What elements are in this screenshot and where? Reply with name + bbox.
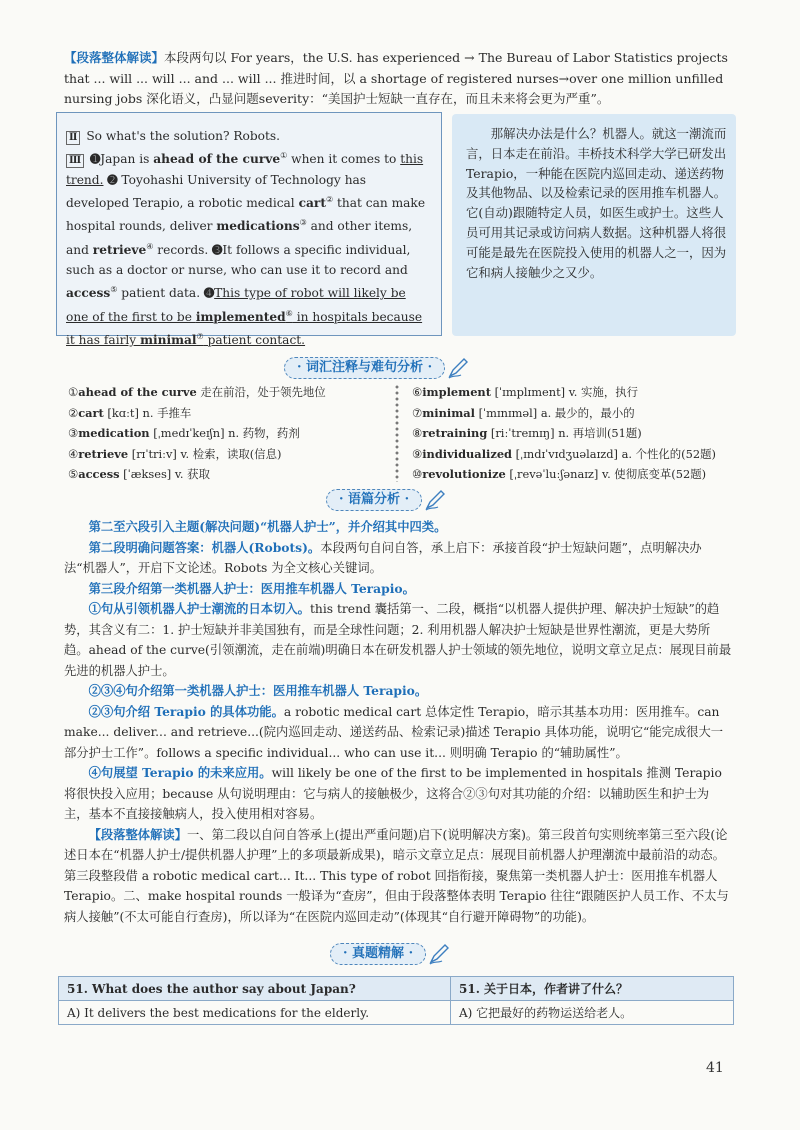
table-row: [59, 977, 734, 1001]
vocab-num: ④: [68, 446, 79, 461]
analysis-heading-6: ②③句介绍 Terapio 的具体功能。: [88, 703, 284, 719]
term-access: access: [66, 286, 111, 301]
sentence-4-a: This type of robot will likely be one of the first to be: [66, 286, 406, 324]
analysis-banner: [326, 489, 446, 511]
note-ref-7: ⑦: [196, 332, 204, 342]
exam-banner: [330, 943, 450, 965]
intro-label: 【段落整体解读】: [64, 50, 165, 65]
vocab-def: [riːˈtreɪnɪŋ] n. 再培训(51题): [487, 426, 642, 441]
vocab-item: [68, 423, 388, 444]
analysis-text-2: 本段两句自问自答，承上启下：承接首段“护士短缺问题”，点明解决办法“机器人”，开启下文论述。Robots 为全文核心关键词。: [64, 540, 702, 575]
exam-banner-label: · 真题精解 ·: [330, 943, 426, 965]
sentence-1-a: Japan is: [100, 152, 154, 167]
page-number: 41: [706, 1060, 724, 1076]
analysis-para-6: [64, 702, 732, 764]
vocab-item: [412, 423, 742, 444]
analysis-banner-label: · 语篇分析 ·: [326, 489, 422, 511]
sentence-2-b: that can make hospital rounds, deliver: [66, 196, 426, 234]
note-ref-3: ③: [299, 218, 307, 228]
vocab-item: [412, 444, 742, 465]
vocab-def: [ˈɪmplɪment] v. 实施，执行: [490, 385, 638, 399]
vocab-def: [ˈækses] v. 获取: [119, 467, 210, 482]
spiral-binding-divider: [393, 384, 403, 482]
vocab-num: ⑥: [412, 385, 423, 399]
vocab-word: revolutionize: [422, 467, 506, 482]
analysis-heading-3: 第三段介绍第一类机器人护士：医用推车机器人 Terapio。: [88, 580, 415, 596]
vocab-item: [412, 382, 742, 403]
summary-text: 一、第二段以自问自答承上(提出严重问题)启下(说明解决方案)。第三段首句实则统率第三至六段(论述日本在“机器人护士/提供机器人护理”上的多项最新成果)，暗示文章立足点：展现目前机器人护理潮流中最前沿的动态。第三段整段借 a robotic medical cart... It... This type of robot 回指衔接，聚焦第一类机器人护士：医用推车机器人 Terapio。二、make hospital rounds 一般译为“查房”，但由于段落整体表明 Terapio 往往“跟随医护人员工作、不太与病人接触”(不太可能自行查房)，所以译为“在医院内巡回走动”(体现其“自行避开障碍物”的功能)。: [64, 827, 729, 924]
summary-label: 【段落整体解读】: [88, 826, 187, 842]
vocab-num: ⑤: [68, 467, 79, 482]
vocab-item: [412, 464, 742, 485]
analysis-para-2: [64, 538, 732, 579]
sentence-2-d: records.: [153, 242, 209, 257]
vocab-def: [ˈmɪnɪməl] a. 最少的，最小的: [474, 405, 635, 420]
vocab-word: ahead of the curve: [78, 385, 197, 399]
vocab-def: 走在前沿，处于领先地位: [196, 385, 326, 399]
vocab-def: [ˌɪndɪˈvɪdʒuəlaɪzd] a. 个性化的(52题): [512, 446, 716, 461]
analysis-heading-5: ②③④句介绍第一类机器人护士：医用推车机器人 Terapio。: [88, 683, 428, 698]
question-cn: 51. 关于日本，作者讲了什么？: [451, 977, 734, 1001]
paragraph-3: [66, 146, 430, 350]
sentence-4-b: in hospitals because it has fairly: [66, 309, 423, 348]
vocab-num: ⑧: [412, 426, 423, 441]
paragraph-number-2: Ⅱ: [66, 131, 80, 145]
pen-icon: [428, 943, 450, 965]
intro-paragraph: [64, 48, 732, 110]
vocab-word: retrieve: [78, 446, 129, 461]
exam-table: [58, 976, 734, 1025]
vocab-num: ⑦: [412, 405, 423, 420]
paragraph-2: [66, 126, 430, 146]
vocab-word: minimal: [422, 405, 475, 420]
term-minimal: minimal: [140, 333, 197, 348]
sentence-1-marker: ➊: [90, 152, 101, 167]
sentence-4-marker: ➍: [203, 286, 215, 301]
underlined-this-trend: this trend.: [66, 152, 424, 187]
analysis-heading-1: 第二至六段引入主题(解决问题)“机器人护士”，并介绍其中四类。: [88, 519, 447, 534]
passage-text: [66, 126, 430, 350]
vocab-num: ②: [68, 405, 79, 420]
analysis-heading-7: ④句展望 Terapio 的未来应用。: [88, 765, 272, 780]
pen-icon: [424, 489, 446, 511]
analysis-text-6: a robotic medical cart 总体定性 Terapio，暗示其基本功用：医用推车。can make... deliver... and retrieve...(院内巡回走动、递送药品、检索记录)描述 Terapio 具体功能，说明它“能完成很大一部分护士工作”。follows a specific individual... who can use it... 则明确 Terapio 的“辅助属性”。: [64, 704, 724, 760]
intro-text: 本段两句以 For years，the U.S. has experienced → The Bureau of Labor Statistics projects that ... will ... will ... and ... will ... 推进时间，以 a shortage of registered nurses→over one million unfilled nursing jobs 深化语义，凸显问题severity：“美国护士短缺一直存在，而且未来将会更为严重”。: [64, 50, 728, 106]
vocab-num: ③: [68, 426, 79, 441]
analysis-summary: [64, 825, 732, 928]
sentence-1-b: when it comes to: [287, 152, 401, 167]
vocab-list-left: [68, 382, 388, 485]
vocab-num: ①: [68, 385, 79, 399]
vocab-num: ⑨: [412, 446, 423, 461]
term-ahead-of-the-curve: ahead of the curve: [153, 152, 281, 167]
note-ref-4: ④: [146, 241, 154, 251]
option-a-en: A) It delivers the best medications for the elderly.: [59, 1001, 451, 1025]
vocab-def: [rɪˈtriːv] v. 检索，读取(信息): [128, 446, 282, 461]
vocab-word: cart: [78, 405, 104, 420]
vocab-item: [68, 382, 388, 403]
sentence-3-b: patient data.: [117, 286, 201, 301]
term-cart: cart: [298, 196, 326, 211]
analysis-para-4: [64, 599, 732, 681]
vocab-def: [ˌmedɪˈkeɪʃn] n. 药物，药剂: [149, 426, 300, 441]
note-ref-2: ②: [325, 194, 334, 204]
term-implemented: implemented: [195, 309, 286, 324]
term-medications: medications: [216, 219, 300, 234]
vocab-item: [68, 444, 388, 465]
option-a-cn: A) 它把最好的药物运送给老人。: [451, 1001, 734, 1025]
sentence-3-marker: ➌: [212, 242, 223, 257]
question-en: 51. What does the author say about Japan?: [59, 977, 451, 1001]
paragraph-2-text: So what's the solution? Robots.: [86, 129, 281, 143]
analysis-text-4: this trend 囊括第一、二段，概指“以机器人提供护理、解决护士短缺”的趋势，其含义有二：1. 护士短缺并非美国独有，而是全球性问题；2. 利用机器人解决护士短缺是世界性潮流，更是大势所趋。ahead of the curve(引领潮流，走在前端)明确日本在研发机器人护士领域的领先地位，说明文章立足点：展现目前最先进的机器人护士。: [64, 602, 732, 678]
sentence-2-a: Toyohashi University of Technology has developed Terapio, a robotic medical: [66, 172, 367, 211]
pen-icon: [447, 357, 469, 379]
table-row: [59, 1001, 734, 1025]
vocab-num: ⑩: [412, 467, 423, 482]
analysis-para-7: [64, 763, 732, 825]
sentence-2-c: and other items, and: [66, 219, 413, 257]
paragraph-number-3: Ⅲ: [66, 154, 84, 168]
analysis-text-7: will likely be one of the first to be implemented in hospitals 推测 Terapio 将很快投入应用；because 从句说明理由：它与病人的接触极少，这将合②③句对其功能的介绍：以辅助医生和护士为主，基本不直接接触病人，投入使用相对容易。: [64, 766, 722, 821]
term-retrieve: retrieve: [92, 242, 147, 257]
vocab-word: medication: [78, 426, 150, 441]
vocab-item: [412, 403, 742, 424]
vocab-item: [68, 403, 388, 424]
analysis-heading-2: 第二段明确问题答案：机器人(Robots)。: [88, 539, 321, 555]
analysis-heading-4: ①句从引领机器人护士潮流的日本切入。: [88, 601, 310, 616]
vocab-item: [68, 464, 388, 485]
vocab-banner-label: · 词汇注释与难句分析 ·: [284, 357, 445, 379]
vocab-word: access: [78, 467, 120, 482]
sentence-2-marker: ➋: [107, 172, 118, 187]
sentence-3-a: It follows a specific individual, such as a doctor or nurse, who can use it to record and: [66, 242, 411, 278]
analysis-section: [64, 517, 732, 927]
vocab-def: [ˌrevəˈluːʃənaɪz] v. 使彻底变革(52题): [505, 467, 707, 482]
note-ref-6: ⑥: [285, 308, 293, 318]
vocab-list-right: [412, 382, 742, 485]
vocab-word: retraining: [422, 426, 488, 441]
vocab-word: implement: [422, 385, 491, 399]
translation-text: 那解决办法是什么？机器人。就这一潮流而言，日本走在前沿。丰桥技术科学大学已研发出 Terapio，一种能在医院内巡回走动、递送药物及其他物品、以及检索记录的医用推车机器人。它(自动)跟随特定人员，如医生或护士。这些人员可用其记录或访问病人数据。这种机器人将很可能是最先在医院投入使用的机器人之一，因为它和病人接触少之又少。: [466, 126, 727, 280]
note-ref-5: ⑤: [110, 285, 118, 295]
vocab-word: individualized: [422, 446, 513, 461]
vocab-def: [kɑːt] n. 手推车: [103, 405, 192, 420]
vocab-banner: [284, 357, 469, 379]
sentence-4-c: patient contact.: [203, 333, 306, 348]
note-ref-1: ①: [280, 151, 288, 161]
